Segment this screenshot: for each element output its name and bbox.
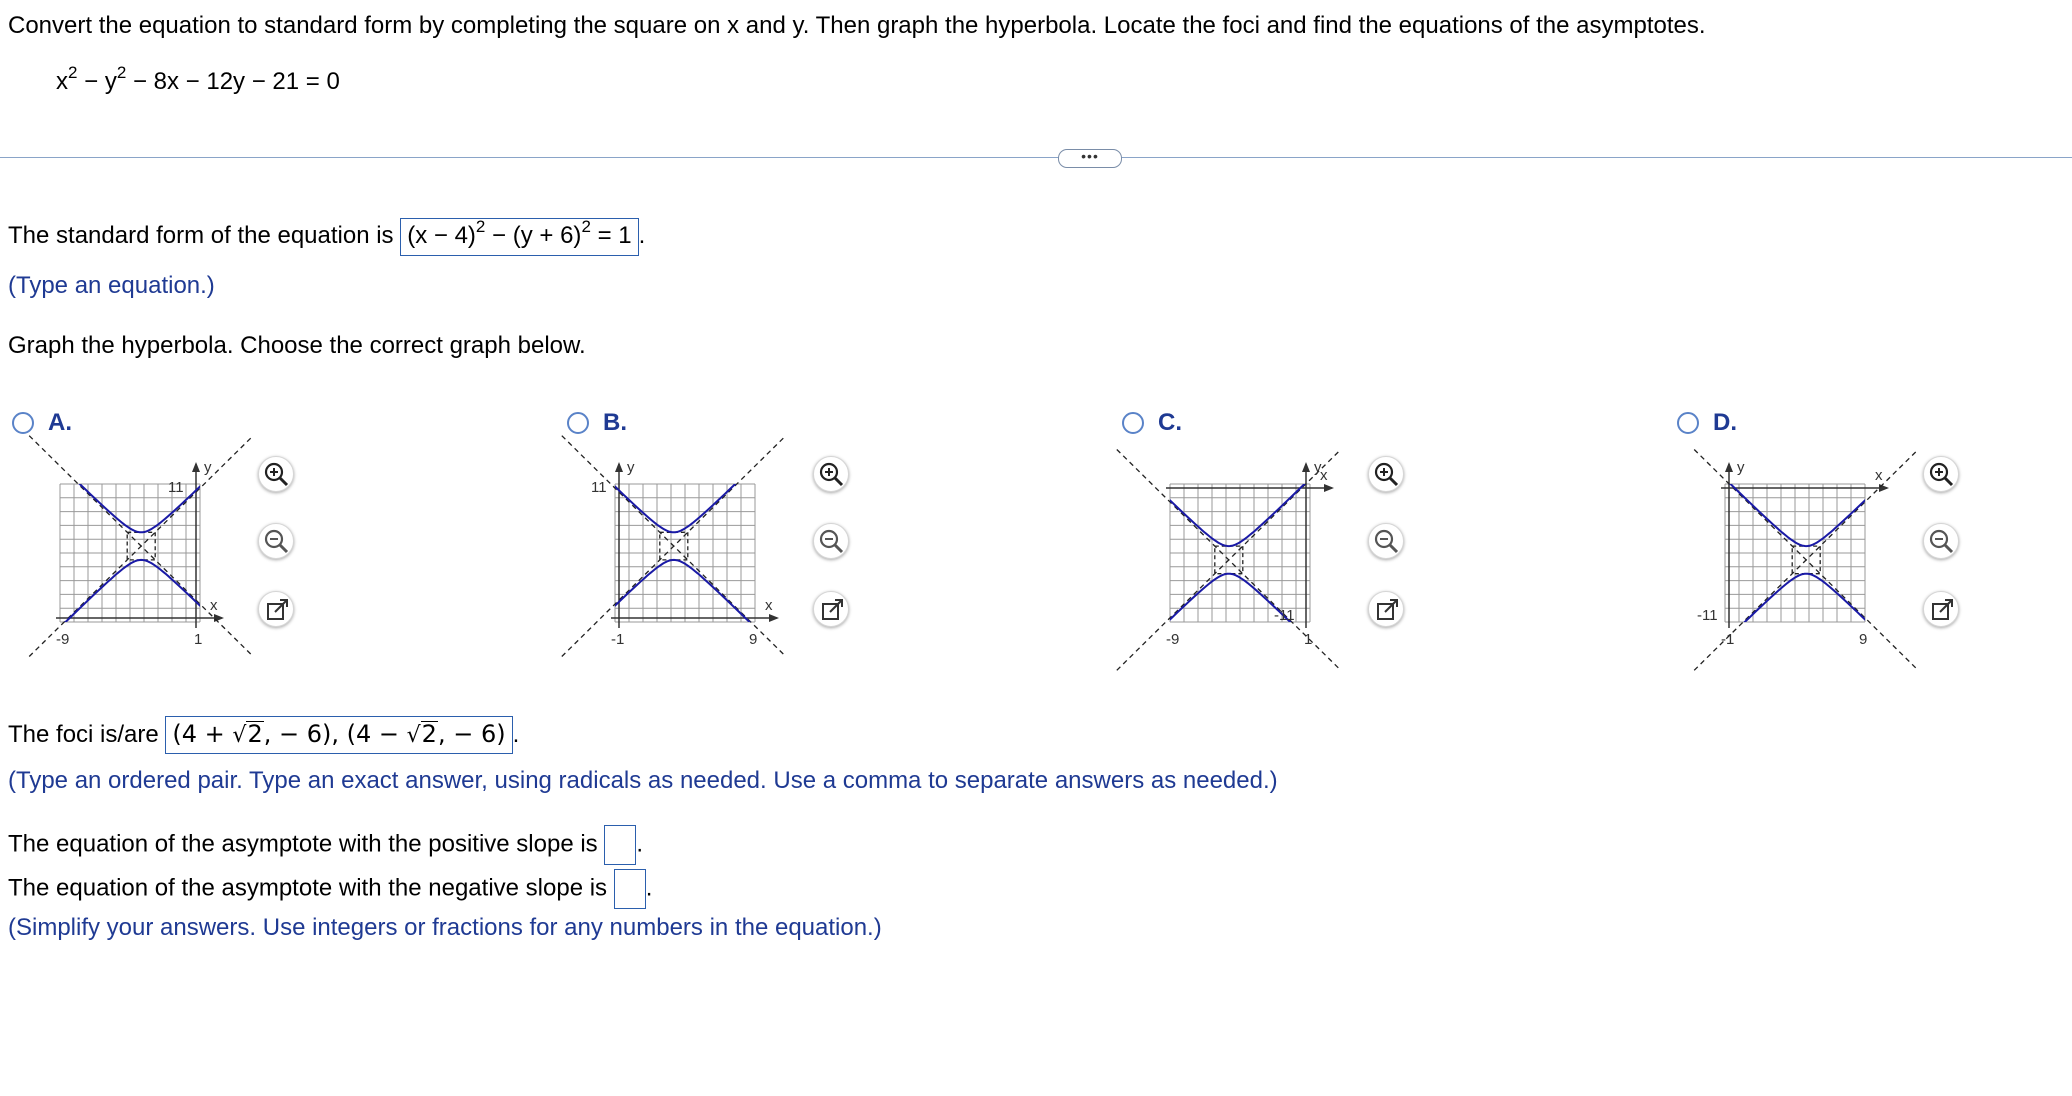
x-axis-label: x <box>1875 467 1883 484</box>
y-axis-arrow <box>615 462 623 472</box>
standard-form-row: The standard form of the equation is $(x - 4)^2 - (y + 6)^2 = 1$ . <box>8 218 645 256</box>
y-axis-arrow <box>192 462 200 472</box>
foci-answer[interactable]: (4 + √2, − 6), (4 − √2, − 6) <box>165 716 512 754</box>
x-axis-arrow <box>1324 484 1334 492</box>
tick-label-top: 11 <box>168 479 184 496</box>
y-axis-label: y <box>1314 459 1322 476</box>
tick-label-right: 9 <box>749 631 758 648</box>
option-a-graph[interactable] <box>40 448 230 658</box>
hyperbola-branch <box>1089 574 1370 699</box>
zoom-in-icon[interactable] <box>1923 456 1959 492</box>
asymptote-negative-prompt: The equation of the asymptote with the negative slope is <box>8 874 608 902</box>
x-axis-arrow <box>769 614 779 622</box>
zoom-in-icon[interactable] <box>813 456 849 492</box>
external-link-icon[interactable] <box>1368 591 1404 627</box>
tick-label-top: 11 <box>591 479 607 496</box>
hyperbola-branch <box>1 407 282 532</box>
foci-hint: (Type an ordered pair. Type an exact answer, using radicals as needed. Use a comma to separate answers as needed.) <box>8 767 1278 794</box>
y-axis-label: y <box>1737 459 1745 476</box>
x-axis-label: x <box>210 597 218 614</box>
asymptote-positive-prompt: The equation of the asymptote with the positive slope is <box>8 830 598 858</box>
foci-row: The foci is/are (4 + √2, − 6), (4 − √2, − 6) . <box>8 716 519 754</box>
tick-label-right: 9 <box>1859 631 1868 648</box>
x-axis-label: x <box>1320 467 1328 484</box>
y-axis-arrow <box>1302 462 1310 472</box>
tick-label-bottom: -11 <box>1274 607 1295 624</box>
graph-prompt: Graph the hyperbola. Choose the correct graph below. <box>8 332 586 359</box>
tick-label-right: 1 <box>1304 631 1313 648</box>
external-link-icon[interactable] <box>1923 591 1959 627</box>
tick-label-left: -1 <box>611 631 625 648</box>
option-d-graph[interactable] <box>1697 448 1895 658</box>
foci-prompt: The foci is/are <box>8 721 159 748</box>
y-axis-label: y <box>204 459 212 476</box>
zoom-out-icon[interactable] <box>1368 523 1404 559</box>
y-axis-arrow <box>1725 462 1733 472</box>
option-b-radio[interactable] <box>567 412 589 434</box>
x-axis-arrow <box>214 614 224 622</box>
option-a-label[interactable]: A. <box>48 409 72 436</box>
section-divider <box>0 157 2072 158</box>
x-axis-arrow <box>1879 484 1889 492</box>
zoom-out-icon[interactable] <box>813 523 849 559</box>
tick-label-bottom: -11 <box>1697 607 1718 624</box>
standard-form-prompt: The standard form of the equation is <box>8 222 394 249</box>
external-link-icon[interactable] <box>258 591 294 627</box>
y-axis-label: y <box>627 459 635 476</box>
question-equation: $x^2 - y^2 - 8x - 12y - 21 = 0$ <box>56 63 340 95</box>
asymptote-positive-row: The equation of the asymptote with the positive slope is . <box>8 825 643 865</box>
option-d-label[interactable]: D. <box>1713 409 1737 436</box>
question-instruction: Convert the equation to standard form by completing the square on x and y. Then graph the hyperbola. Locate the foci and find the equations of the asymptotes. <box>8 12 1706 39</box>
asymptote-negative-input[interactable] <box>614 869 646 909</box>
standard-form-hint: (Type an equation.) <box>8 272 215 299</box>
external-link-icon[interactable] <box>813 591 849 627</box>
option-d-radio[interactable] <box>1677 412 1699 434</box>
option-b-graph[interactable] <box>591 448 785 658</box>
asymptote-negative-row: The equation of the asymptote with the negative slope is . <box>8 869 652 909</box>
hyperbola-branch <box>1666 574 1947 699</box>
expand-more-button[interactable]: ••• <box>1058 149 1122 168</box>
tick-label-left: -9 <box>56 631 70 648</box>
zoom-out-icon[interactable] <box>1923 523 1959 559</box>
option-b-label[interactable]: B. <box>603 409 627 436</box>
asymptote-hint: (Simplify your answers. Use integers or fractions for any numbers in the equation.) <box>8 914 882 941</box>
option-c-label[interactable]: C. <box>1158 409 1182 436</box>
x-axis-label: x <box>765 597 773 614</box>
zoom-in-icon[interactable] <box>258 456 294 492</box>
option-c-radio[interactable] <box>1122 412 1144 434</box>
zoom-out-icon[interactable] <box>258 523 294 559</box>
tick-label-right: 1 <box>194 631 203 648</box>
zoom-in-icon[interactable] <box>1368 456 1404 492</box>
tick-label-left: -1 <box>1721 631 1735 648</box>
standard-form-answer[interactable]: $(x - 4)^2 - (y + 6)^2 = 1$ <box>400 218 638 256</box>
option-c-graph[interactable] <box>1150 448 1340 658</box>
tick-label-left: -9 <box>1166 631 1180 648</box>
option-a-radio[interactable] <box>12 412 34 434</box>
asymptote-positive-input[interactable] <box>604 825 636 865</box>
